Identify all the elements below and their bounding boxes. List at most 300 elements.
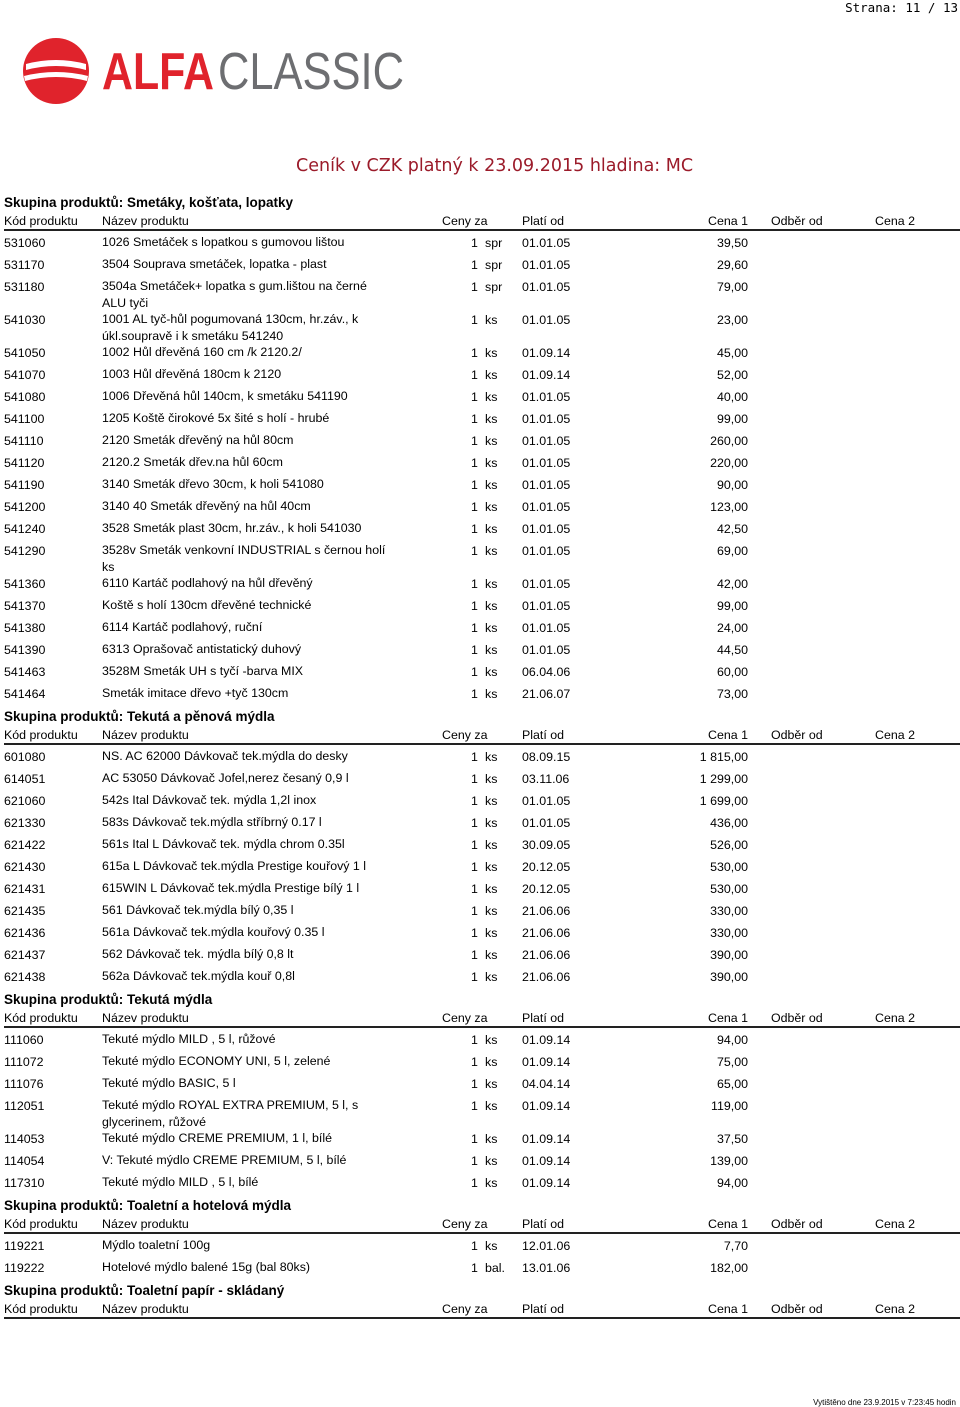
price-unit: spr xyxy=(485,236,503,250)
price-1: 390,00 xyxy=(710,970,748,984)
product-name: 1003 Hůl dřevěná 180cm k 2120 xyxy=(102,367,282,381)
price-qty: 1 xyxy=(471,1154,478,1168)
valid-from: 01.01.05 xyxy=(522,816,571,830)
price-unit: ks xyxy=(485,456,498,470)
table-row xyxy=(4,682,960,704)
column-header-code: Kód produktu xyxy=(4,1011,78,1025)
valid-from: 01.01.05 xyxy=(522,544,571,558)
column-header-from: Odběr od xyxy=(771,214,823,228)
price-qty: 1 xyxy=(471,456,478,470)
product-code: 531170 xyxy=(4,258,45,272)
product-code: 541390 xyxy=(4,643,46,657)
price-unit: ks xyxy=(485,882,498,896)
valid-from: 01.09.14 xyxy=(522,1033,571,1047)
price-qty: 1 xyxy=(471,1033,478,1047)
price-qty: 1 xyxy=(471,794,478,808)
price-unit: ks xyxy=(485,621,498,635)
product-group xyxy=(4,708,960,987)
column-header-name: Název produktu xyxy=(102,1011,189,1025)
product-name: 561a Dávkovač tek.mýdla kouřový 0.35 l xyxy=(102,925,325,939)
price-unit: ks xyxy=(485,838,498,852)
logo-brand-bold: ALFA xyxy=(102,43,214,101)
product-name: 6313 Oprašovač antistatický duhový xyxy=(102,642,302,656)
price-qty: 1 xyxy=(471,346,478,360)
table-row xyxy=(4,407,960,429)
column-header-name: Název produktu xyxy=(102,1217,189,1231)
price-1: 526,00 xyxy=(710,838,748,852)
column-header-row xyxy=(4,1300,960,1319)
price-unit: ks xyxy=(485,948,498,962)
product-code: 541080 xyxy=(4,390,46,404)
price-unit: ks xyxy=(485,500,498,514)
valid-from: 01.09.14 xyxy=(522,368,571,382)
price-unit: ks xyxy=(485,313,498,327)
group-title: Skupina produktů: Toaletní a hotelová mýdla xyxy=(4,1198,292,1213)
valid-from: 01.01.05 xyxy=(522,258,571,272)
table-row xyxy=(4,1234,960,1256)
price-1: 90,00 xyxy=(716,478,748,492)
column-header-code: Kód produktu xyxy=(4,1217,78,1231)
table-row xyxy=(4,833,960,855)
price-qty: 1 xyxy=(471,599,478,613)
price-unit: bal. xyxy=(485,1261,505,1275)
table-row xyxy=(4,855,960,877)
table-row xyxy=(4,539,960,572)
product-name: 3504 Souprava smetáček, lopatka - plast xyxy=(102,257,327,271)
product-code: 112051 xyxy=(4,1099,45,1113)
price-unit: ks xyxy=(485,643,498,657)
table-row xyxy=(4,921,960,943)
table-row xyxy=(4,341,960,363)
column-header-valid: Platí od xyxy=(522,1011,565,1025)
table-row xyxy=(4,767,960,789)
product-name: 3528 Smeták plast 30cm, hr.záv., k holi 541030 xyxy=(102,521,362,535)
valid-from: 01.09.14 xyxy=(522,1176,571,1190)
product-name: 1205 Koště čirokové 5x šité s holí - hrubé xyxy=(102,411,330,425)
price-unit: ks xyxy=(485,1132,498,1146)
price-unit: ks xyxy=(485,750,498,764)
product-code: 541360 xyxy=(4,577,46,591)
product-name: Tekuté mýdlo BASIC, 5 l xyxy=(102,1076,236,1090)
price-unit: ks xyxy=(485,577,498,591)
product-name: 2120.2 Smeták dřev.na hůl 60cm xyxy=(102,455,283,469)
price-qty: 1 xyxy=(471,1055,478,1069)
product-code: 621060 xyxy=(4,794,46,808)
price-unit: ks xyxy=(485,794,498,808)
column-header-name: Název produktu xyxy=(102,1302,189,1316)
table-row xyxy=(4,1171,960,1193)
price-1: 44,50 xyxy=(716,643,748,657)
valid-from: 21.06.06 xyxy=(522,904,571,918)
price-qty: 1 xyxy=(471,687,478,701)
valid-from: 03.11.06 xyxy=(522,772,570,786)
product-code: 621435 xyxy=(4,904,46,918)
product-code: 541120 xyxy=(4,456,45,470)
product-code: 621430 xyxy=(4,860,46,874)
group-title: Skupina produktů: Tekutá a pěnová mýdla xyxy=(4,709,275,724)
table-row xyxy=(4,811,960,833)
column-header-row xyxy=(4,1009,960,1028)
valid-from: 01.01.05 xyxy=(522,390,571,404)
price-1: 69,00 xyxy=(716,544,748,558)
product-code: 541463 xyxy=(4,665,46,679)
valid-from: 20.12.05 xyxy=(522,860,571,874)
valid-from: 21.06.06 xyxy=(522,970,571,984)
price-1: 182,00 xyxy=(710,1261,748,1275)
table-row xyxy=(4,745,960,767)
valid-from: 01.01.05 xyxy=(522,599,571,613)
price-unit: ks xyxy=(485,390,498,404)
price-unit: ks xyxy=(485,1176,498,1190)
column-header-from: Odběr od xyxy=(771,1011,823,1025)
price-unit: ks xyxy=(485,434,498,448)
price-1: 119,00 xyxy=(711,1099,748,1113)
valid-from: 01.09.14 xyxy=(522,1055,571,1069)
product-code: 614051 xyxy=(4,772,46,786)
valid-from: 01.09.14 xyxy=(522,346,571,360)
product-code: 541464 xyxy=(4,687,46,701)
valid-from: 21.06.06 xyxy=(522,926,571,940)
group-title: Skupina produktů: Smetáky, košťata, lopatky xyxy=(4,195,294,210)
price-qty: 1 xyxy=(471,478,478,492)
price-1: 75,00 xyxy=(716,1055,748,1069)
table-row xyxy=(4,451,960,473)
valid-from: 01.01.05 xyxy=(522,794,571,808)
price-1: 330,00 xyxy=(710,904,748,918)
column-header-code: Kód produktu xyxy=(4,214,78,228)
product-code: 541370 xyxy=(4,599,46,613)
table-row xyxy=(4,308,960,341)
column-header-from: Odběr od xyxy=(771,1217,823,1231)
column-header-name: Název produktu xyxy=(102,728,189,742)
valid-from: 01.01.05 xyxy=(522,456,571,470)
price-unit: ks xyxy=(485,1154,498,1168)
price-qty: 1 xyxy=(471,434,478,448)
product-name: Tekuté mýdlo MILD , 5 l, bílé xyxy=(102,1175,259,1189)
table-row xyxy=(4,1127,960,1149)
valid-from: 01.01.05 xyxy=(522,313,571,327)
column-header-valid: Platí od xyxy=(522,214,565,228)
price-1: 23,00 xyxy=(716,313,748,327)
table-row xyxy=(4,1050,960,1072)
table-row xyxy=(4,594,960,616)
price-1: 530,00 xyxy=(710,882,748,896)
price-qty: 1 xyxy=(471,368,478,382)
product-name: Tekuté mýdlo MILD , 5 l, růžové xyxy=(102,1032,276,1046)
price-1: 42,00 xyxy=(716,577,748,591)
table-row xyxy=(4,363,960,385)
price-qty: 1 xyxy=(471,1239,478,1253)
product-code: 541070 xyxy=(4,368,46,382)
product-code: 114054 xyxy=(4,1154,45,1168)
price-1: 52,00 xyxy=(716,368,748,382)
price-1: 42,50 xyxy=(716,522,748,536)
product-name: AC 53050 Dávkovač Jofel,nerez česaný 0,9 l xyxy=(102,771,349,785)
column-header-per: Ceny za xyxy=(442,214,488,228)
product-name: 1026 Smetáček s lopatkou s gumovou lištou xyxy=(102,235,345,249)
table-row xyxy=(4,943,960,965)
product-name: 3504a Smetáček+ lopatka s gum.lištou na černé ALU tyči xyxy=(102,279,367,310)
price-unit: ks xyxy=(485,522,498,536)
product-code: 531180 xyxy=(4,280,45,294)
price-qty: 1 xyxy=(471,313,478,327)
product-code: 531060 xyxy=(4,236,46,250)
valid-from: 01.01.05 xyxy=(522,522,571,536)
column-header-row xyxy=(4,726,960,745)
column-header-from: Odběr od xyxy=(771,728,823,742)
product-name: Smeták imitace dřevo +tyč 130cm xyxy=(102,686,289,700)
price-unit: ks xyxy=(485,544,498,558)
product-code: 111060 xyxy=(4,1033,44,1047)
price-1: 40,00 xyxy=(716,390,748,404)
column-header-per: Ceny za xyxy=(442,1011,488,1025)
column-header-price2: Cena 2 xyxy=(875,728,915,742)
product-name: Tekuté mýdlo ROYAL EXTRA PREMIUM, 5 l, s glycerinem, růžové xyxy=(102,1098,359,1129)
product-name: 3140 Smeták dřevo 30cm, k holi 541080 xyxy=(102,477,324,491)
product-code: 541050 xyxy=(4,346,46,360)
price-qty: 1 xyxy=(471,1099,478,1113)
price-unit: ks xyxy=(485,368,498,382)
price-unit: ks xyxy=(485,926,498,940)
price-qty: 1 xyxy=(471,860,478,874)
product-name: Koště s holí 130cm dřevěné technické xyxy=(102,598,312,612)
column-header-price2: Cena 2 xyxy=(875,1217,915,1231)
pricelist-title: Ceník v CZK platný k 23.09.2015 hladina: MC xyxy=(296,156,694,176)
price-qty: 1 xyxy=(471,838,478,852)
price-qty: 1 xyxy=(471,500,478,514)
valid-from: 20.12.05 xyxy=(522,882,571,896)
page-number: Strana: 11 / 13 xyxy=(845,0,958,15)
price-1: 220,00 xyxy=(710,456,748,470)
logo-brand-rest: CLASSIC xyxy=(218,43,404,101)
product-group xyxy=(4,1197,960,1278)
table-row xyxy=(4,877,960,899)
valid-from: 01.09.14 xyxy=(522,1132,571,1146)
price-qty: 1 xyxy=(471,236,478,250)
product-name: 542s Ital Dávkovač tek. mýdla 1,2l inox xyxy=(102,793,317,807)
valid-from: 04.04.14 xyxy=(522,1077,571,1091)
column-header-per: Ceny za xyxy=(442,1302,488,1316)
product-name: 562 Dávkovač tek. mýdla bílý 0,8 lt xyxy=(102,947,294,961)
price-1: 94,00 xyxy=(716,1033,748,1047)
table-row xyxy=(4,1028,960,1050)
product-code: 621330 xyxy=(4,816,46,830)
product-name: V: Tekuté mýdlo CREME PREMIUM, 5 l, bílé xyxy=(102,1153,347,1167)
product-group xyxy=(4,1282,960,1319)
valid-from: 13.01.06 xyxy=(522,1261,571,1275)
price-1: 436,00 xyxy=(710,816,748,830)
valid-from: 01.09.14 xyxy=(522,1099,571,1113)
group-title: Skupina produktů: Toaletní papír - skládaný xyxy=(4,1283,285,1298)
product-code: 621422 xyxy=(4,838,46,852)
table-row xyxy=(4,385,960,407)
table-row xyxy=(4,638,960,660)
column-header-price1: Cena 1 xyxy=(708,1217,748,1231)
product-name: Mýdlo toaletní 100g xyxy=(102,1238,211,1252)
table-row xyxy=(4,275,960,308)
table-row xyxy=(4,660,960,682)
product-code: 541110 xyxy=(4,434,44,448)
column-header-row xyxy=(4,1215,960,1234)
price-unit: ks xyxy=(485,412,498,426)
product-name: 1006 Dřevěná hůl 140cm, k smetáku 541190 xyxy=(102,389,348,403)
price-1: 1 815,00 xyxy=(699,750,748,764)
price-unit: ks xyxy=(485,772,498,786)
product-name: 3528v Smeták venkovní INDUSTRIAL s černou holí ks xyxy=(102,543,386,574)
table-row xyxy=(4,473,960,495)
valid-from: 01.01.05 xyxy=(522,434,571,448)
price-qty: 1 xyxy=(471,522,478,536)
price-1: 37,50 xyxy=(716,1132,748,1146)
column-header-code: Kód produktu xyxy=(4,728,78,742)
price-1: 99,00 xyxy=(716,412,748,426)
price-1: 260,00 xyxy=(710,434,748,448)
product-code: 119221 xyxy=(4,1239,45,1253)
product-name: 1001 AL tyč-hůl pogumovaná 130cm, hr.záv., k úkl.soupravě i k smetáku 541240 xyxy=(102,312,359,343)
product-name: 561s Ital L Dávkovač tek. mýdla chrom 0.35l xyxy=(102,837,345,851)
price-unit: ks xyxy=(485,687,498,701)
column-header-price2: Cena 2 xyxy=(875,1011,915,1025)
column-header-price1: Cena 1 xyxy=(708,1011,748,1025)
column-header-valid: Platí od xyxy=(522,728,565,742)
price-1: 99,00 xyxy=(716,599,748,613)
price-unit: ks xyxy=(485,1033,498,1047)
valid-from: 01.01.05 xyxy=(522,478,571,492)
price-1: 39,50 xyxy=(716,236,748,250)
valid-from: 01.01.05 xyxy=(522,621,571,635)
product-name: Hotelové mýdlo balené 15g (bal 80ks) xyxy=(102,1260,311,1274)
price-unit: ks xyxy=(485,904,498,918)
price-unit: ks xyxy=(485,860,498,874)
price-1: 1 299,00 xyxy=(699,772,748,786)
product-name: 3140 40 Smeták dřevěný na hůl 40cm xyxy=(102,499,311,513)
table-row xyxy=(4,1094,960,1127)
price-unit: ks xyxy=(485,970,498,984)
price-qty: 1 xyxy=(471,1176,478,1190)
product-code: 541200 xyxy=(4,500,46,514)
valid-from: 01.01.05 xyxy=(522,643,571,657)
table-row xyxy=(4,231,960,253)
product-code: 541030 xyxy=(4,313,46,327)
product-name: 561 Dávkovač tek.mýdla bílý 0,35 l xyxy=(102,903,294,917)
valid-from: 21.06.07 xyxy=(522,687,571,701)
price-unit: ks xyxy=(485,599,498,613)
price-1: 79,00 xyxy=(716,280,748,294)
valid-from: 01.01.05 xyxy=(522,236,571,250)
product-code: 621431 xyxy=(4,882,46,896)
price-qty: 1 xyxy=(471,970,478,984)
price-qty: 1 xyxy=(471,577,478,591)
table-row xyxy=(4,572,960,594)
product-name: 1002 Hůl dřevěná 160 cm /k 2120.2/ xyxy=(102,345,302,359)
column-header-row xyxy=(4,212,960,231)
column-header-valid: Platí od xyxy=(522,1302,565,1316)
price-qty: 1 xyxy=(471,948,478,962)
table-row xyxy=(4,1256,960,1278)
table-row xyxy=(4,965,960,987)
price-unit: ks xyxy=(485,1239,498,1253)
valid-from: 01.01.05 xyxy=(522,500,571,514)
product-name: Tekuté mýdlo CREME PREMIUM, 1 l, bílé xyxy=(102,1131,332,1145)
valid-from: 06.04.06 xyxy=(522,665,571,679)
product-name: Tekuté mýdlo ECONOMY UNI, 5 l, zelené xyxy=(102,1054,331,1068)
price-unit: ks xyxy=(485,1055,498,1069)
price-unit: ks xyxy=(485,478,498,492)
table-row xyxy=(4,429,960,451)
product-code: 111076 xyxy=(4,1077,44,1091)
valid-from: 01.01.05 xyxy=(522,412,571,426)
table-row xyxy=(4,899,960,921)
product-code: 541240 xyxy=(4,522,46,536)
price-qty: 1 xyxy=(471,1132,478,1146)
product-code: 119222 xyxy=(4,1261,45,1275)
product-code: 601080 xyxy=(4,750,46,764)
price-unit: spr xyxy=(485,258,503,272)
product-name: 6114 Kartáč podlahový, ruční xyxy=(102,620,263,634)
product-code: 541190 xyxy=(4,478,45,492)
product-code: 111072 xyxy=(4,1055,44,1069)
valid-from: 01.09.14 xyxy=(522,1154,571,1168)
product-code: 541290 xyxy=(4,544,46,558)
price-1: 94,00 xyxy=(716,1176,748,1190)
price-qty: 1 xyxy=(471,904,478,918)
product-name: 2120 Smeták dřevěný na hůl 80cm xyxy=(102,433,294,447)
price-1: 65,00 xyxy=(716,1077,748,1091)
alfaclassic-logo xyxy=(20,36,410,106)
price-qty: 1 xyxy=(471,882,478,896)
printed-timestamp: Vytištěno dne 23.9.2015 v 7:23:45 hodin xyxy=(813,1398,956,1407)
price-unit: ks xyxy=(485,1099,498,1113)
price-1: 60,00 xyxy=(716,665,748,679)
price-qty: 1 xyxy=(471,750,478,764)
product-code: 541380 xyxy=(4,621,46,635)
product-code: 621436 xyxy=(4,926,46,940)
product-name: 3528M Smeták UH s tyčí -barva MIX xyxy=(102,664,304,678)
group-title: Skupina produktů: Tekutá mýdla xyxy=(4,992,213,1007)
column-header-price2: Cena 2 xyxy=(875,1302,915,1316)
price-1: 1 699,00 xyxy=(699,794,748,808)
table-row xyxy=(4,616,960,638)
column-header-price1: Cena 1 xyxy=(708,728,748,742)
price-qty: 1 xyxy=(471,643,478,657)
product-name: 583s Dávkovač tek.mýdla stříbrný 0.17 l xyxy=(102,815,322,829)
product-name: 615WIN L Dávkovač tek.mýdla Prestige bílý 1 l xyxy=(102,881,360,895)
product-group xyxy=(4,991,960,1193)
table-row xyxy=(4,789,960,811)
column-header-name: Název produktu xyxy=(102,214,189,228)
column-header-per: Ceny za xyxy=(442,1217,488,1231)
price-qty: 1 xyxy=(471,926,478,940)
column-header-code: Kód produktu xyxy=(4,1302,78,1316)
price-qty: 1 xyxy=(471,621,478,635)
product-name: NS. AC 62000 Dávkovač tek.mýdla do desky xyxy=(102,749,348,763)
price-1: 139,00 xyxy=(710,1154,748,1168)
price-qty: 1 xyxy=(471,772,478,786)
column-header-per: Ceny za xyxy=(442,728,488,742)
valid-from: 21.06.06 xyxy=(522,948,571,962)
table-row xyxy=(4,517,960,539)
product-code: 114053 xyxy=(4,1132,45,1146)
table-row xyxy=(4,1072,960,1094)
product-code: 621437 xyxy=(4,948,46,962)
column-header-price2: Cena 2 xyxy=(875,214,915,228)
price-qty: 1 xyxy=(471,1261,478,1275)
product-code: 117310 xyxy=(4,1176,45,1190)
price-unit: ks xyxy=(485,665,498,679)
column-header-price1: Cena 1 xyxy=(708,1302,748,1316)
price-qty: 1 xyxy=(471,258,478,272)
price-1: 390,00 xyxy=(710,948,748,962)
